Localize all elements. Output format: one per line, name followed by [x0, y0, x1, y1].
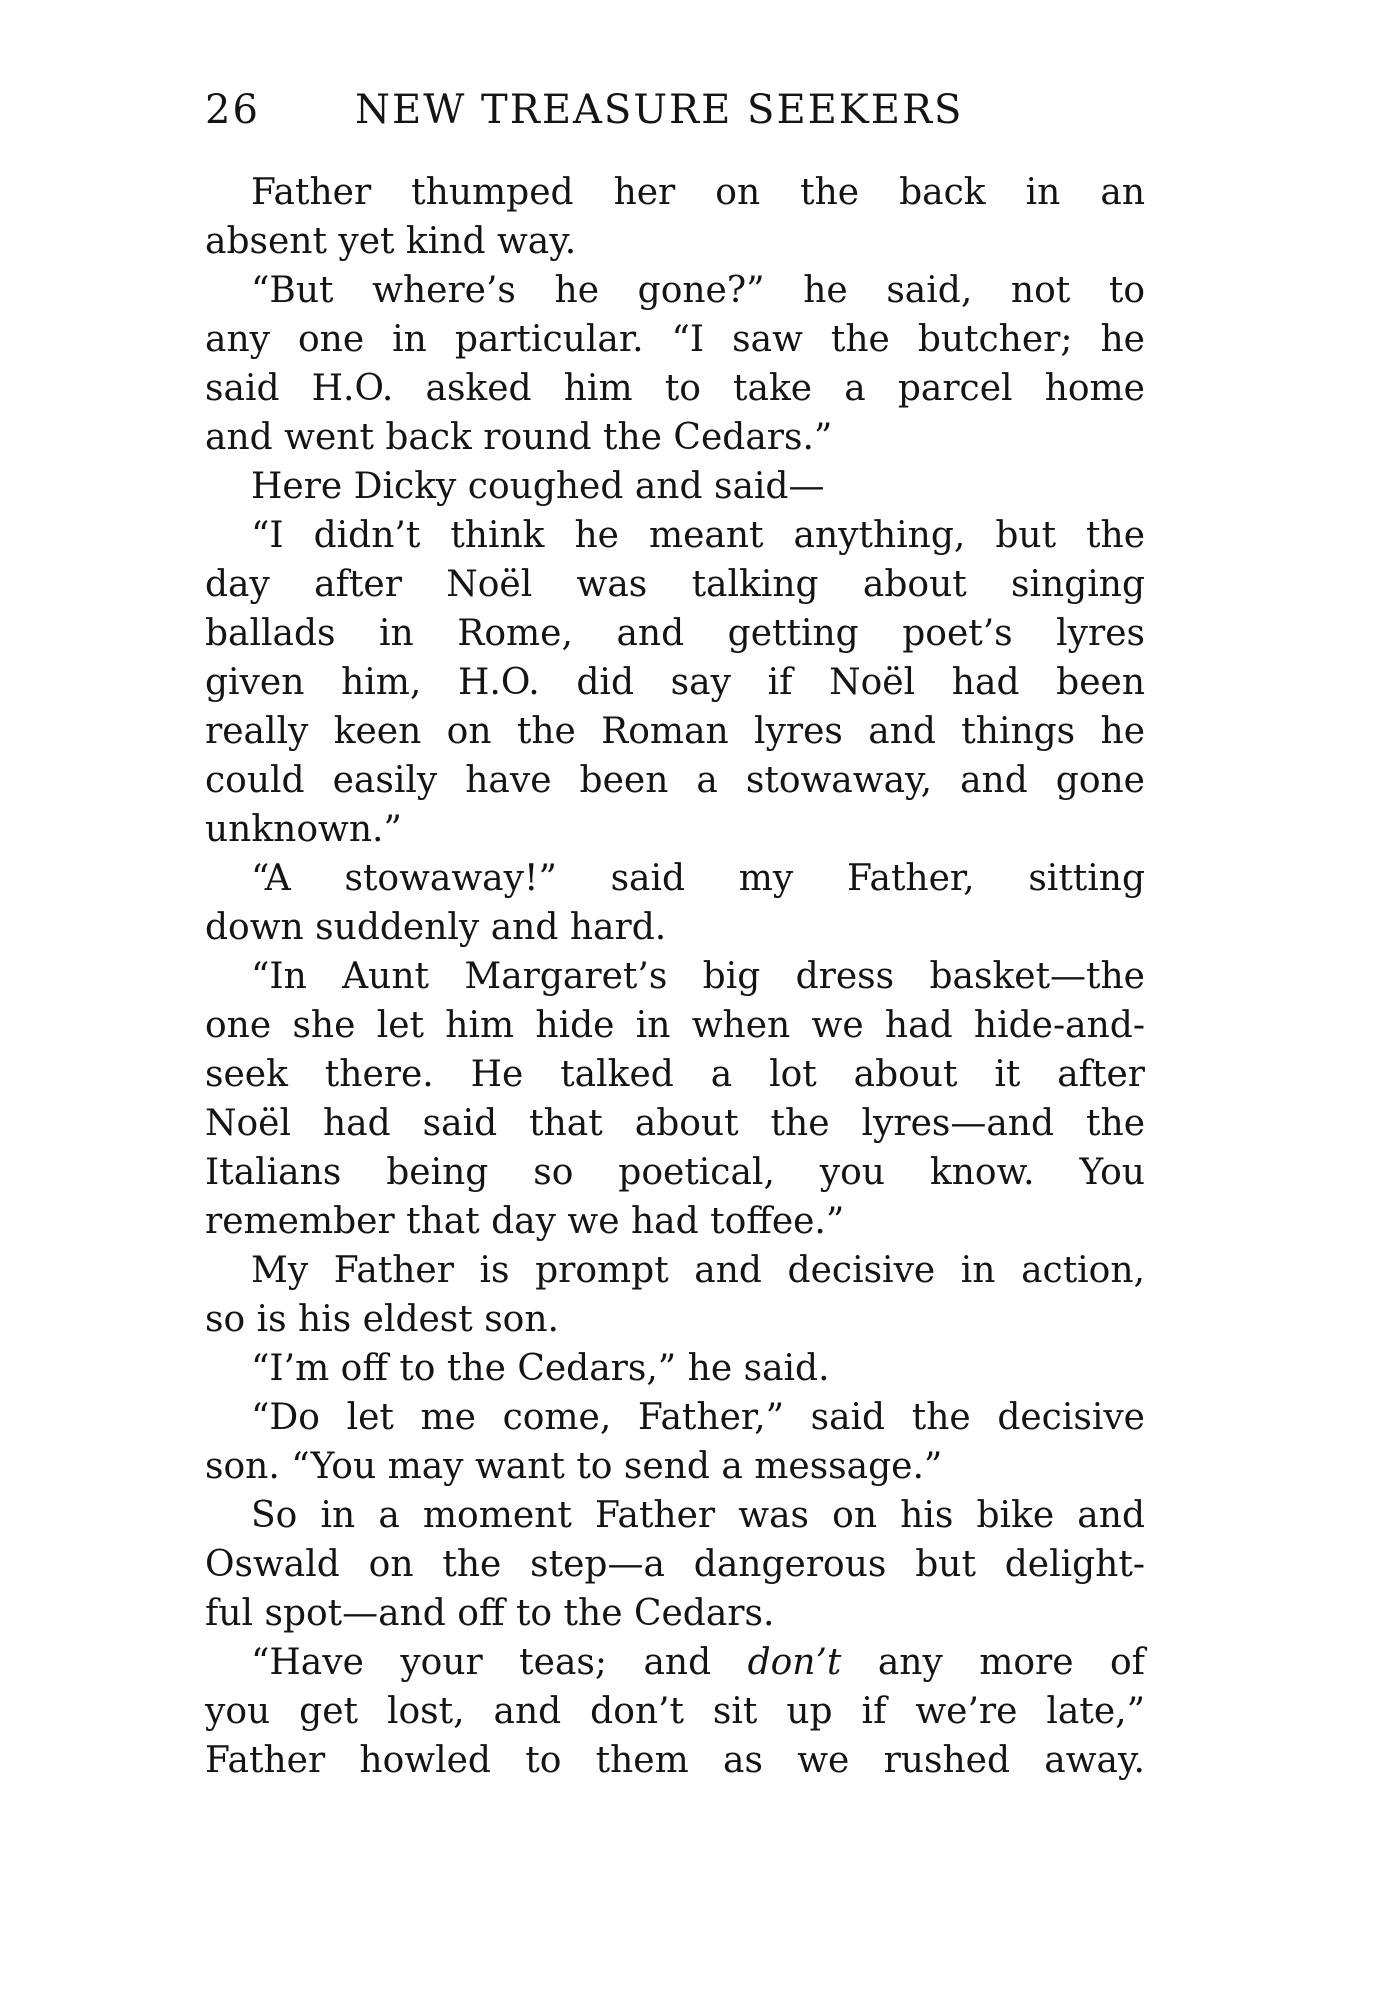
text-line: “Have your teas; and don’t any more of — [251, 1642, 1145, 1683]
text-line: Father howled to them as we rushed away. — [205, 1740, 1145, 1781]
text-line: down suddenly and hard. — [205, 907, 667, 948]
text-line: “A stowaway!” said my Father, sitting — [251, 858, 1145, 899]
text-line: really keen on the Roman lyres and things he — [205, 711, 1145, 752]
page-number: 26 — [205, 87, 260, 133]
text-line: one she let him hide in when we had hide-and- — [205, 1005, 1145, 1046]
text-line: My Father is prompt and decisive in action, — [251, 1250, 1145, 1291]
emphasis: don’t — [747, 1642, 842, 1683]
text-line: “I’m off to the Cedars,” he said. — [251, 1348, 830, 1389]
body-text — [205, 168, 1145, 1785]
text-line: given him, H.O. did say if Noël had been — [205, 662, 1145, 703]
text-line: any one in particular. “I saw the butcher; he — [205, 319, 1145, 360]
text-line: So in a moment Father was on his bike and — [251, 1495, 1145, 1536]
text-line: ballads in Rome, and getting poet’s lyres — [205, 613, 1145, 654]
text-line: remember that day we had toffee.” — [205, 1201, 845, 1242]
text-line: could easily have been a stowaway, and gone — [205, 760, 1145, 801]
text-line: Noël had said that about the lyres—and the — [205, 1103, 1145, 1144]
text-line: “I didn’t think he meant anything, but the — [251, 515, 1145, 556]
text-line: ful spot—and off to the Cedars. — [205, 1593, 775, 1634]
text-line: so is his eldest son. — [205, 1299, 559, 1340]
text-line: son. “You may want to send a message.” — [205, 1446, 943, 1487]
text-line: day after Noël was talking about singing — [205, 564, 1145, 605]
book-title: NEW TREASURE SEEKERS — [355, 87, 964, 133]
text-line: Father thumped her on the back in an — [251, 172, 1145, 213]
text-line: “In Aunt Margaret’s big dress basket—the — [251, 956, 1145, 997]
text-line: unknown.” — [205, 809, 402, 850]
text-line: “But where’s he gone?” he said, not to — [251, 270, 1145, 311]
text-line: absent yet kind way. — [205, 221, 577, 262]
text-line: said H.O. asked him to take a parcel home — [205, 368, 1145, 409]
text-line: “Do let me come, Father,” said the decisive — [251, 1397, 1145, 1438]
text-line: Oswald on the step—a dangerous but delight- — [205, 1544, 1145, 1585]
running-head — [205, 80, 1145, 140]
text-line: Italians being so poetical, you know. You — [205, 1152, 1145, 1193]
text-line: and went back round the Cedars.” — [205, 417, 833, 458]
text-line: Here Dicky coughed and said— — [251, 466, 825, 507]
text-line: seek there. He talked a lot about it after — [205, 1054, 1145, 1095]
text-line: you get lost, and don’t sit up if we’re late,” — [205, 1691, 1145, 1732]
